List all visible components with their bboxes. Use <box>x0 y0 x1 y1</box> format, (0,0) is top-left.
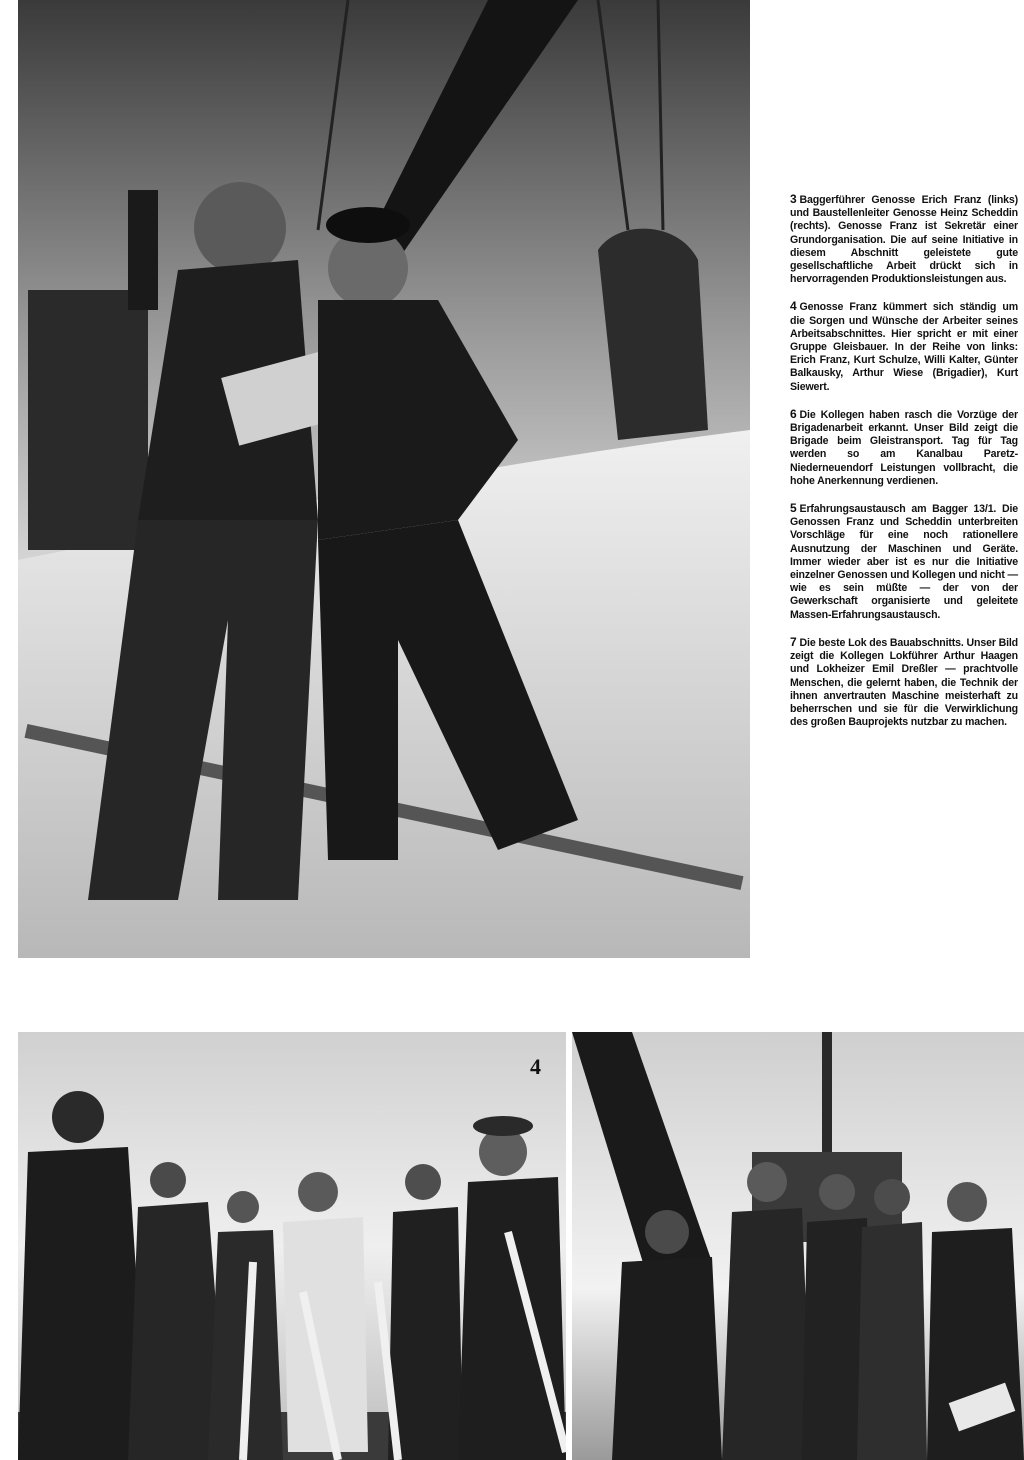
caption-text: Baggerführer Genosse Erich Franz (links) und Baustellenleiter Genosse Heinz Scheddin (rechts). Genosse Franz ist Sekretär einer Grundorganisation. Die auf seine Initiative in diesem Abschnitt geleistete gute gesellschaftliche Arbeit drückt sich in hervorragenden Produktionsleistungen aus. <box>790 194 1018 286</box>
caption-number: 5 <box>790 501 797 516</box>
caption-7 <box>790 636 1018 729</box>
caption-text: Genosse Franz kümmert sich ständig um die Sorgen und Wünsche der Arbeiter seines Arbeitsabschnittes. Hier spricht er mit einer Gruppe Gleisbauer. In der Reihe von links: Erich Franz, Kurt Schulze, Willi Kalter, Günter Balkausky, Arthur Wiese (Brigadier), Kurt Siewert. <box>790 301 1018 393</box>
caption-text: Die Kollegen haben rasch die Vorzüge der Brigadenarbeit erkannt. Unser Bild zeigt die Brigade beim Gleistransport. Tag für Tag werden so am Kanalbau Paretz-Niederneuendorf Leistungen vollbracht, die hohe Anerkennung verdienen. <box>790 408 1018 487</box>
photo-group-image <box>18 1032 566 1460</box>
caption-number: 6 <box>790 406 797 421</box>
captions-column <box>790 193 1018 743</box>
photo-number-4: 4 <box>530 1054 541 1079</box>
caption-5 <box>790 502 1018 622</box>
photo-excavator-workers <box>18 0 750 958</box>
caption-number: 3 <box>790 192 797 206</box>
photo-track-workers-group <box>18 1032 566 1460</box>
caption-text: Die beste Lok des Bauabschnitts. Unser Bild zeigt die Kollegen Lokführer Arthur Haagen und Lokheizer Emil Dreßler — prachtvolle Menschen, die gelernt haben, die Technik der ihnen anvertrauten Maschine meisterhaft zu beherrschen und sie für die Verwirklichung des großen Bauprojekts nutzbar zu machen. <box>790 636 1018 729</box>
caption-number: 4 <box>790 299 797 314</box>
photo-excavator-group <box>572 1032 1024 1460</box>
caption-3 <box>790 193 1018 286</box>
caption-6 <box>790 408 1018 488</box>
photo-excavator-image <box>18 0 750 958</box>
caption-number: 7 <box>790 634 797 649</box>
caption-4 <box>790 300 1018 393</box>
photo-excavator-group-image <box>572 1032 1024 1460</box>
caption-text: Erfahrungsaustausch am Bagger 13/1. Die Genossen Franz und Scheddin unterbreiten Vorschläge für eine noch rationellere Ausnutzung der Maschinen und Geräte. Immer wieder aber ist es nur die Initiative einzelner Genossen und Kollegen und nicht — wie es sein müßte — der von der Gewerkschaft organisierte und geleitete Massen-Erfahrungsaustausch. <box>790 503 1018 621</box>
